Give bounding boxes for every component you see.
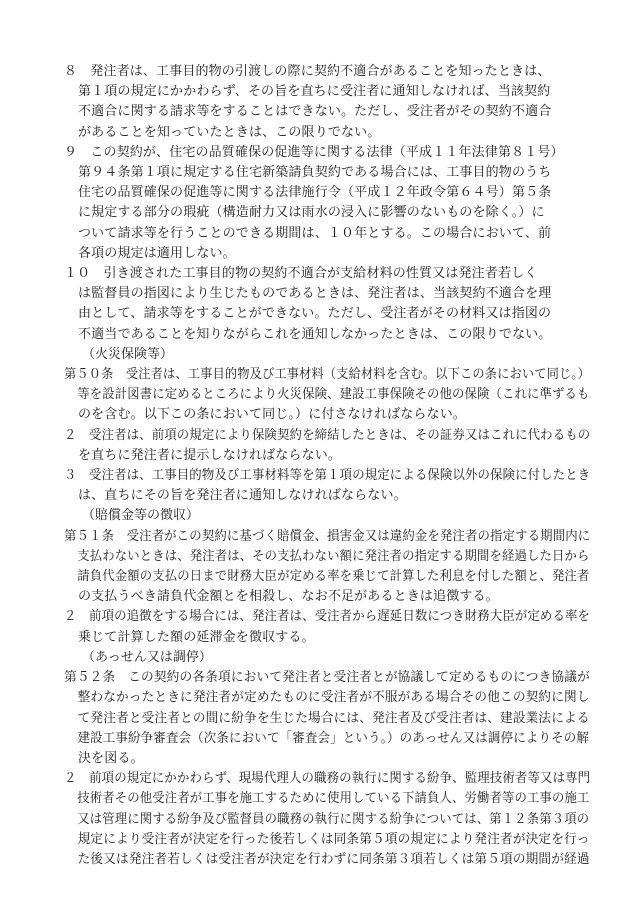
text-line: に規定する部分の瑕疵（構造耐力又は雨水の浸入に影響のないものを除く。）に	[78, 205, 545, 221]
text-line: 等を設計図書に定めるところにより火災保険、建設工事保険その他の保険（これに準ずるも	[77, 387, 590, 403]
text-line: 不適当であることを知りながらこれを通知しなかったときは、この限りでない。	[78, 326, 552, 342]
text-line: １０ 引き渡された工事目的物の契約不適合が支給材料の性質又は発注者若しく	[64, 266, 538, 282]
text-line: 乗じて計算した額の延滞金を徴収する。	[78, 629, 315, 645]
text-line: 建設工事紛争審査会（次条において「審査会」という。）のあっせん又は調停によりその解	[77, 730, 589, 746]
text-line: ２ 受注者は、前項の規定により保険契約を締結したときは、その証券又はこれに代わるもの	[64, 427, 591, 443]
article-paragraph	[64, 527, 591, 608]
clause-paragraph	[64, 264, 582, 345]
text-line: て発注者と受注者との間に紛争を生じた場合には、発注者及び受注者は、建設業法による	[77, 710, 590, 726]
clause-paragraph	[64, 143, 582, 264]
text-line: のを含む。以下この条において同じ。）に付さなければならない。	[78, 407, 467, 423]
article-paragraph	[64, 668, 590, 769]
clause-paragraph	[64, 426, 591, 466]
article-paragraph	[64, 365, 590, 426]
clause-paragraph	[64, 466, 591, 506]
text-line: の支払うべき請負代金額とを相殺し、なお不足があるときは追徴する。	[78, 589, 499, 605]
clause-paragraph	[64, 607, 591, 647]
text-line: 第１項の規定にかかわらず、その旨を直ちに受注者に通知しなければ、当該契約	[78, 84, 551, 100]
text-line: 決を図る。	[78, 750, 144, 766]
article-heading: （賠償金等の徴収）	[82, 508, 200, 524]
text-line: 各項の規定は適用しない。	[78, 245, 236, 261]
text-line: 技術者その他受注者が工事を施工するために使用している下請負人、労働者等の工事の施工	[77, 791, 590, 807]
text-line: 又は管理に関する紛争及び監督員の職務の執行に関する紛争については、第１２条第３項の	[77, 811, 590, 827]
text-line: は、直ちにその旨を発注者に通知しなければならない。	[78, 488, 407, 504]
text-line: ２ 前項の規定にかかわらず、現場代理人の職務の執行に関する紛争、監理技術者等又は専門	[64, 771, 591, 787]
clause-paragraph	[64, 62, 582, 143]
text-line: 整わなかったときに発注者が定めたものに受注者が不服がある場合その他この契約に関し	[77, 690, 590, 706]
text-line: ついて請求等を行うことのできる期間は、１０年とする。この場合において、前	[78, 225, 552, 241]
text-line: 第５２条 この契約の各条項において発注者と受注者とが協議して定めるものにつき協議が	[64, 670, 590, 686]
text-line: 第９４条第１項に規定する住宅新築請負契約である場合には、工事目的物のうち	[78, 165, 552, 181]
text-line: は監督員の指図により生じたものであるときは、発注者は、当該契約不適合を理	[78, 286, 552, 302]
clause-paragraph	[64, 769, 591, 870]
text-line: 支払わないときは、発注者は、その支払わない額に発注者の指定する期間を経過した日から	[77, 548, 590, 564]
text-line: 規定により受注者が決定を行った後若しくは同条第５項の規定により発注者が決定を行っ	[77, 831, 590, 847]
text-line: を直ちに発注者に提示しなければならない。	[78, 447, 342, 463]
text-line: ８ 発注者は、工事目的物の引渡しの際に契約不適合があることを知ったときは、	[64, 64, 551, 79]
text-line: 不適合に関する請求等をすることはできない。ただし、受注者がその契約不適合	[78, 104, 552, 120]
text-line: ９ この契約が、住宅の品質確保の促進等に関する法律（平成１１年法律第８１号）	[64, 144, 564, 160]
text-line: 請負代金額の支払の日まで財務大臣が定める率を乗じて計算した利息を付した額と、発注者	[77, 569, 590, 585]
text-line: 由として、請求等をすることができない。ただし、受注者がその材料又は指図の	[78, 306, 552, 322]
text-line: 第５１条 受注者がこの契約に基づく賠償金、損害金又は違約金を発注者の指定する期間内に	[64, 528, 591, 544]
text-line: ２ 前項の追徴をする場合には、発注者は、受注者から遅延日数につき財務大臣が定める率を	[64, 609, 591, 625]
text-line: ３ 受注者は、工事目的物及び工事材料等を第１項の規定による保険以外の保険に付したとき	[64, 468, 591, 484]
text-line: 第５０条 受注者は、工事目的物及び工事材料（支給材料を含む。以下この条において同じ。）	[64, 367, 590, 383]
text-line: 住宅の品質確保の促進等に関する法律施行令（平成１２年政令第６４号）第５条	[78, 185, 552, 201]
article-heading: （火災保険等）	[82, 346, 174, 362]
text-line: があることを知っていたときは、この限りでない。	[78, 124, 381, 140]
article-heading: （あっせん又は調停）	[82, 649, 212, 665]
text-line: た後又は発注者若しくは受注者が決定を行わずに同条第３項若しくは第５項の期間が経過	[77, 851, 590, 867]
